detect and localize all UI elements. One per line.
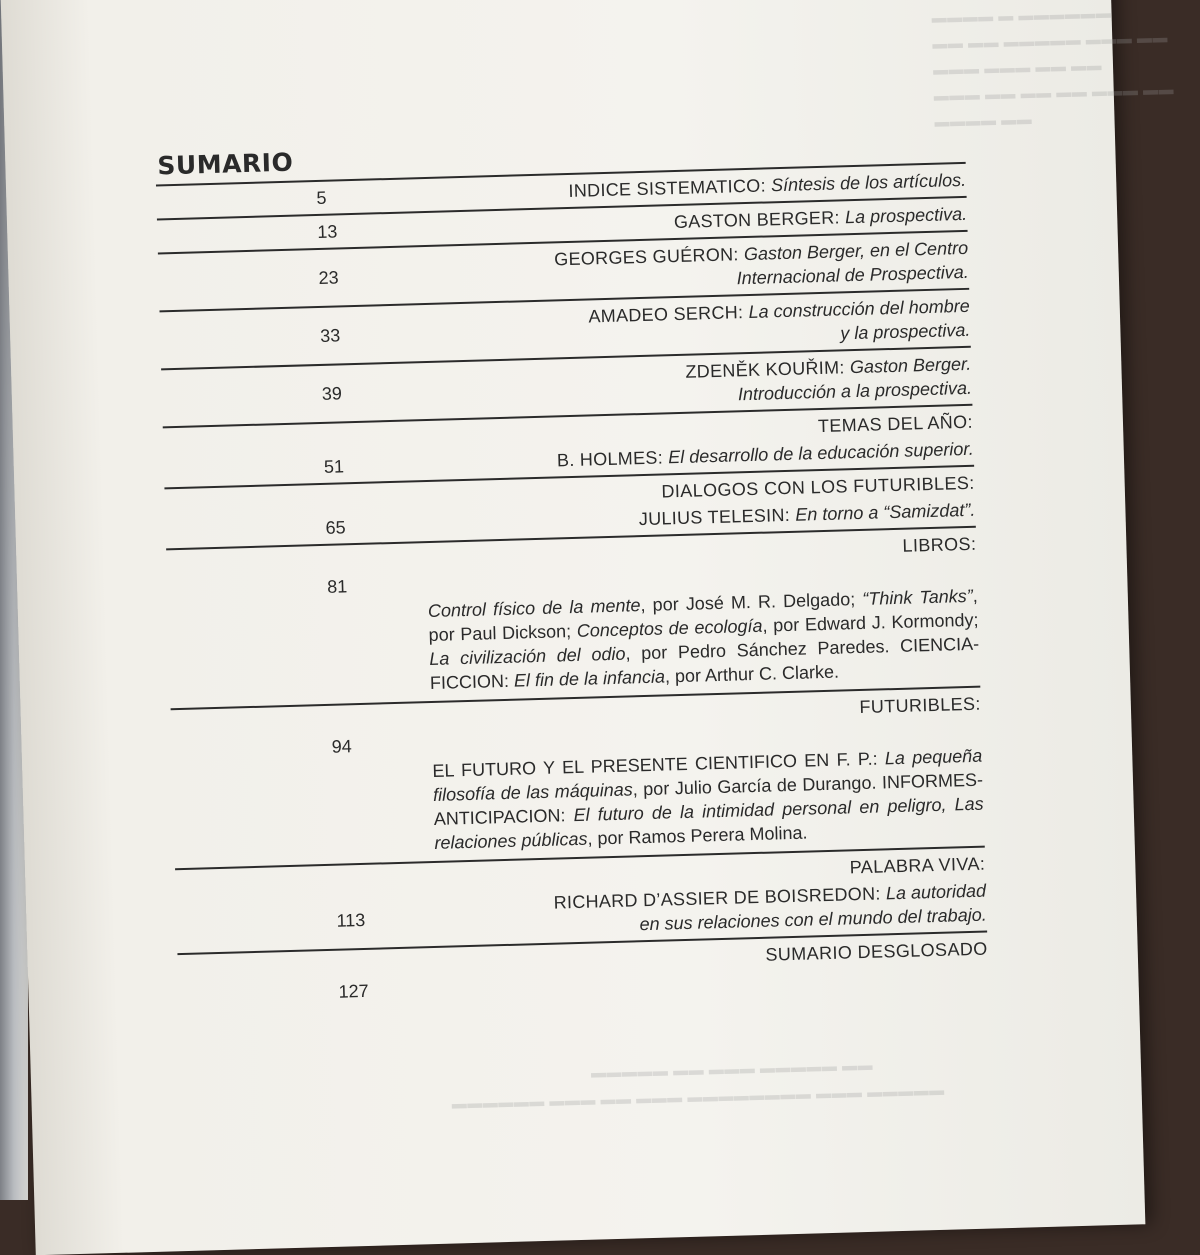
- show-through-text: ▬▬▬▬ ▬ ▬▬▬▬▬▬: [931, 4, 1112, 27]
- toc-entry: [166, 528, 980, 709]
- entry-title: El desarrollo de la educación superior.: [667, 438, 974, 468]
- show-through-text: ▬▬▬▬ ▬▬: [934, 110, 1033, 131]
- page-number: 94: [331, 736, 353, 757]
- show-through-text: ▬▬▬ ▬▬▬ ▬▬ ▬▬: [932, 57, 1103, 79]
- page-number: 33: [319, 324, 341, 346]
- description-segment: El fin de la infancia: [513, 666, 666, 691]
- description-segment: , por Julio García de Durango. INFORMES-ANTICIPACION:: [433, 769, 984, 829]
- section-heading: TEMAS DEL AÑO:: [817, 411, 974, 437]
- description-segment: “Think Tanks”: [862, 585, 974, 609]
- description-segment: El futuro de la intimidad personal en peligro, Las relaciones públicas: [434, 793, 984, 853]
- toc-entry: [171, 688, 985, 869]
- entry-text: [372, 729, 982, 746]
- entry-title: La construcción del hombre: [748, 295, 970, 322]
- entry-author: INDICE SISTEMATICO:: [568, 175, 772, 201]
- description-segment: , por Edward J. Kormondy;: [762, 609, 979, 636]
- entry-author: AMADEO SERCH:: [588, 301, 749, 327]
- show-through-text: ▬▬ ▬▬ ▬▬▬▬▬ ▬▬▬ ▬▬: [932, 29, 1169, 53]
- description-segment: , por Arthur C. Clarke.: [664, 661, 840, 687]
- entry-title: La prospectiva.: [844, 203, 968, 228]
- entry-text: [367, 569, 977, 586]
- page-number: 51: [323, 455, 345, 477]
- entry-title-continued: en sus relaciones con el mundo del trabajo.: [639, 904, 987, 935]
- entry-title: Síntesis de los artículos.: [770, 169, 967, 196]
- entry-title: Gaston Berger.: [849, 353, 972, 378]
- description-segment: , por Pedro Sánchez Paredes. CIENCIA-FICCION:: [429, 633, 980, 694]
- entry-author: RICHARD D’ASSIER DE BOISREDON:: [553, 883, 887, 913]
- description-segment: Control físico de la mente: [427, 595, 641, 622]
- show-through-text: ▬▬▬ ▬▬ ▬▬ ▬▬ ▬▬▬ ▬▬: [933, 81, 1175, 105]
- show-through-text: ▬▬▬▬▬▬ ▬▬▬ ▬▬ ▬▬▬ ▬▬▬▬▬▬▬▬ ▬▬▬ ▬▬▬▬▬: [451, 1081, 945, 1113]
- entry-author: ZDENĚK KOUŘIM:: [685, 357, 851, 382]
- entry-author: GEORGES GUÉRON:: [553, 244, 745, 270]
- page-number: 127: [338, 980, 369, 1002]
- description-segment: , por Ramos Perera Molina.: [587, 822, 808, 849]
- description-segment: Conceptos de ecología: [576, 615, 763, 641]
- table-of-contents: [155, 129, 989, 1011]
- page-number: 81: [326, 576, 348, 597]
- entry-author: JULIUS TELESIN:: [638, 504, 796, 530]
- description-segment: , por José M. R. Delgado;: [640, 588, 863, 616]
- section-heading: FUTURIBLES:: [859, 693, 982, 718]
- document-page: [1, 0, 1175, 1255]
- show-through-text: ▬▬▬▬▬ ▬▬ ▬▬▬ ▬▬▬▬▬ ▬▬: [590, 1056, 874, 1082]
- section-heading: LIBROS:: [902, 533, 977, 556]
- page-number: 65: [325, 516, 346, 538]
- section-heading: PALABRA VIVA:: [849, 853, 986, 878]
- page-number: 5: [316, 187, 327, 208]
- page-number: 23: [318, 266, 339, 288]
- entry-author: B. HOLMES:: [556, 447, 669, 471]
- section-heading: SUMARIO DESGLOSADO: [765, 938, 988, 965]
- page-title: SUMARIO: [157, 147, 294, 181]
- page-number: 13: [317, 220, 338, 242]
- description-segment: La pequeña filosofía de las máquinas: [432, 745, 983, 805]
- description-segment: La civilización del odio: [429, 643, 626, 670]
- entry-title: Gaston Berger, en el Centro: [743, 237, 969, 265]
- entry-text: [379, 974, 989, 991]
- page-number: 39: [321, 382, 343, 404]
- page-number: 113: [336, 909, 366, 931]
- description-segment: , por Paul Dickson;: [428, 585, 979, 646]
- entry-title: En torno a “Samizdat”.: [795, 499, 976, 525]
- entry-title-continued: y la prospectiva.: [840, 319, 971, 344]
- entry-title: La autoridad: [885, 880, 987, 904]
- section-heading: DIALOGOS CON LOS FUTURIBLES:: [661, 472, 975, 502]
- entry-title-continued: Introducción a la prospectiva.: [737, 377, 973, 405]
- entry-author: GASTON BERGER:: [673, 207, 846, 233]
- entry-title-continued: Internacional de Prospectiva.: [736, 261, 969, 289]
- description-segment: EL FUTURO Y EL PRESENTE CIENTIFICO EN F. P.:: [432, 748, 886, 781]
